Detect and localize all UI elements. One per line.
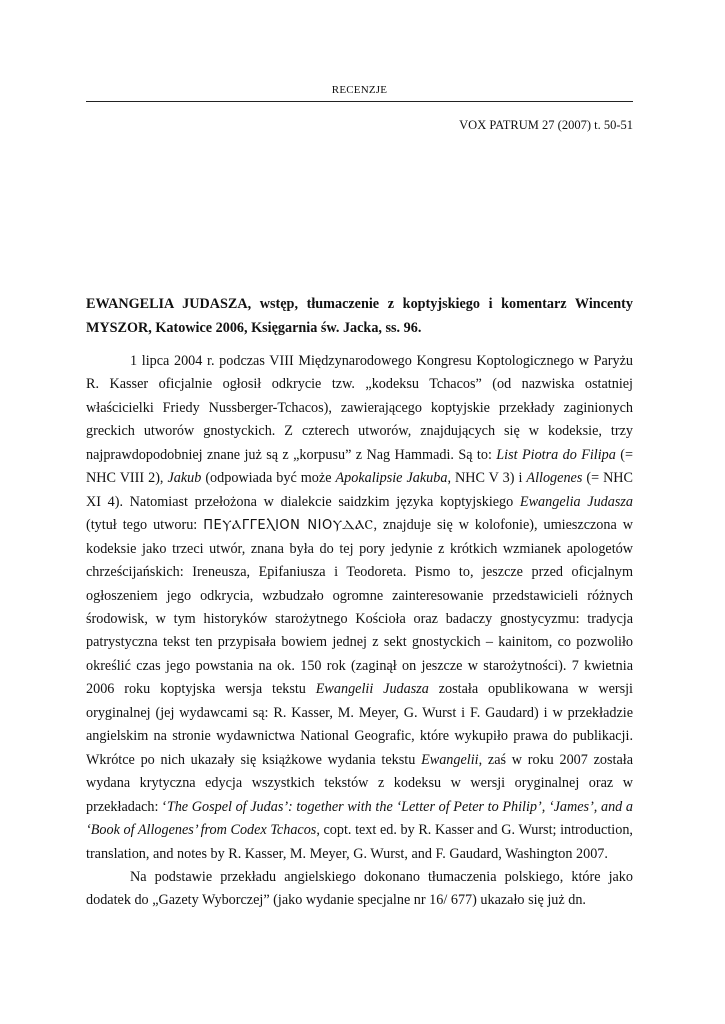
text-run: , znajduje się w kolofonie), umieszczona w kodeksie jako trzeci utwór, znana była do tej pory jedynie z krótkich wzmianek apologetów chrześcijańskich: Ireneusza, Epifaniusza i Teodoreta. Pismo to, jeszcze przed oficjalnym ogłoszeniem jego odkrycia, wzbudzało ogromne zainteresowanie przedstawicieli różnych środowisk, w tym historyków starożytnego Kościoła oraz badaczy gnostycyzmu: tradycja patrystyczna tekst ten przypisała bowiem jednej z sekt gnostyckich – kainitom, co pozwoliło określić czas jego powstania na ok. 150 rok (zaginął on jeszcze w starożytności). 7 kwietnia 2006 roku koptyjska wersja tekstu: [86, 517, 634, 698]
paragraph-2: Na podstawie przekładu angielskiego dokonano tłumaczenia polskiego, które jako dodatek do „Gazety Wyborczej” (jako wydanie specjalne nr 16/ 677) ukazało się już dn.: [86, 868, 633, 909]
text-run: , NHC V 3) i: [447, 470, 527, 487]
paragraph-1: [86, 350, 633, 866]
italic-title: Ewangelii Judasza: [315, 681, 429, 698]
text-run: , copt. text ed. by R. Kasser and G. Wurst; introduction, translation, and notes by R. Kasser, M. Meyer, G. Wurst, and F. Gaudard, Washington 2007.: [86, 822, 633, 862]
italic-title: The Gospel of Judas’: together with the ‘Letter of Peter to Philip’, ‘James’, and a ‘Book of Allogenes’ from Codex Tchacos: [86, 798, 633, 839]
italic-title: Ewangelii: [421, 751, 479, 768]
running-head: RECENZJE: [331, 84, 388, 96]
italic-title: Ewangelia Judasza: [519, 493, 633, 510]
text-run: (tytuł tego utworu:: [86, 517, 204, 534]
text-run: , zaś w roku 2007 została wydana krytyczna edycja wszystkich tekstów z kodeksu w wersji oryginalnej oraz w przekładach: ‘: [86, 751, 633, 815]
text-run: 1 lipca 2004 r. podczas VIII Międzynarodowego Kongresu Koptologicznego w Paryżu R. Kasser oficjalnie ogłosił odkrycie tzw. „kodeksu Tchacos” (od nazwiska ostatniej właścicielki Friedy Nussberger-Tchacos), zawierającego koptyjskie przekłady zaginionych greckich utworów gnostyckich. Z czterech utworów, znajdujących się w kodeksie, trzy najprawdopodobniej znane już są z „korpusu” z Nag Hammadi. Są to:: [86, 353, 633, 463]
header-rule: [86, 101, 633, 102]
journal-reference: VOX PATRUM 27 (2007) t. 50-51: [459, 118, 633, 132]
coptic-title: ΠΕⲨⲀΓΓΕⲖΙΟΝ ΝΙΟⲨⲆⲀⲤ: [203, 518, 374, 534]
text-run: (= NHC VIII 2),: [86, 446, 633, 487]
text-run: (odpowiada być może: [201, 470, 336, 487]
italic-title: Allogenes: [526, 470, 583, 487]
italic-title: Apokalipsie Jakuba: [335, 470, 448, 487]
review-title: EWANGELIA JUDASZA, wstęp, tłumaczenie z koptyjskiego i komentarz Wincenty MYSZOR, Katowice 2006, Księgarnia św. Jacka, ss. 96.: [86, 296, 633, 336]
italic-title: List Piotra do Filipa: [496, 446, 616, 463]
review-body: [86, 350, 633, 913]
italic-title: Jakub: [167, 470, 202, 487]
text-run: została opublikowana w wersji oryginalnej (jej wydawcami są: R. Kasser, M. Meyer, G. Wurst i F. Gaudard) i w przekładzie angielskim na stronie wydawnictwa National Geografic, które wykupiło prawa do publikacji. Wkrótce po nich ukazały się książkowe wydania tekstu: [86, 681, 633, 768]
text-run: (= NHC XI 4). Natomiast przełożona w dialekcie saidzkim języka koptyjskiego: [86, 470, 634, 510]
